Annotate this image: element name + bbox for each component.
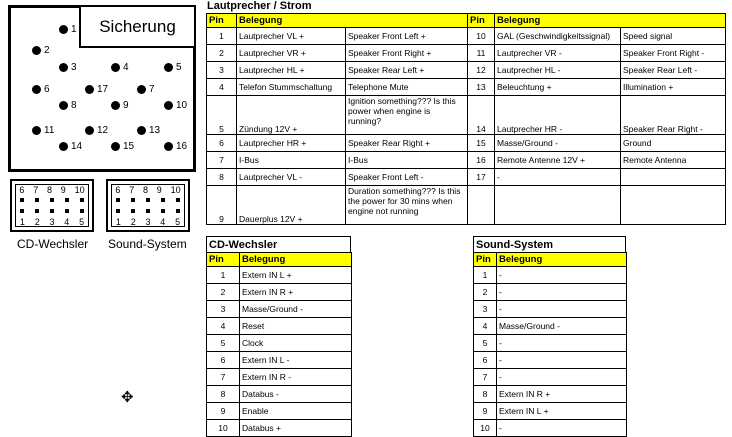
table-cell: Reset	[240, 318, 352, 335]
table-row	[474, 420, 627, 437]
table-row	[207, 62, 726, 79]
pin-15: 15	[111, 141, 134, 152]
table-cell	[621, 169, 726, 186]
table-cell: Masse/Ground -	[240, 301, 352, 318]
table-cell: Masse/Ground -	[495, 135, 621, 152]
table-row	[474, 386, 627, 403]
table-cell: 9	[207, 186, 237, 225]
table-cell: Speaker Front Right -	[621, 45, 726, 62]
fuse-label-box	[79, 5, 196, 48]
pin-5: 5	[164, 62, 182, 73]
sound-plug-label: Sound-System	[108, 237, 187, 251]
table-cell: -	[497, 284, 627, 301]
table-cell: 2	[207, 284, 240, 301]
cd-table-title: CD-Wechsler	[206, 236, 351, 253]
pin-12: 12	[85, 125, 108, 136]
pin-9: 9	[111, 100, 129, 111]
table-cell: 1	[474, 267, 497, 284]
table-cell: Ground	[621, 135, 726, 152]
sound-plug-diagram: 6 7 8 9 10 1 2 3 4 5	[106, 179, 190, 232]
table-header: Pin Belegung	[207, 253, 352, 267]
table-row	[207, 79, 726, 96]
table-cell: 3	[207, 301, 240, 318]
table-cell: Clock	[240, 335, 352, 352]
table-row	[207, 335, 352, 352]
table-cell: 16	[468, 152, 495, 169]
cd-plug-label: CD-Wechsler	[17, 237, 89, 251]
table-cell: GAL (Geschwindigkeitssignal)	[495, 28, 621, 45]
table-cell: I-Bus	[346, 152, 468, 169]
pin-11: 11	[32, 125, 54, 136]
table-cell: 8	[474, 386, 497, 403]
table-cell: 7	[474, 369, 497, 386]
table-cell: 5	[207, 96, 237, 135]
table-cell: Remote Antenna	[621, 152, 726, 169]
table-cell: 6	[474, 352, 497, 369]
table-row	[207, 96, 726, 135]
table-row	[207, 284, 352, 301]
table-row	[207, 420, 352, 437]
table-cell: 1	[207, 267, 240, 284]
pin-8: 8	[59, 100, 77, 111]
pin-7: 7	[137, 84, 155, 95]
table-cell: 7	[207, 369, 240, 386]
table-cell: Lautprecher HL +	[237, 62, 346, 79]
table-cell: Speed signal	[621, 28, 726, 45]
table-cell: Extern IN L -	[240, 352, 352, 369]
table-cell: Dauerplus 12V +	[237, 186, 346, 225]
table-header: Pin Belegung	[474, 253, 627, 267]
pin-3: 3	[59, 62, 77, 73]
table-cell: Telefon Stummschaltung	[237, 79, 346, 96]
pin-2: 2	[32, 45, 50, 56]
table-cell: Lautprecher VR +	[237, 45, 346, 62]
table-cell: 5	[474, 335, 497, 352]
table-cell: -	[497, 301, 627, 318]
table-row	[207, 352, 352, 369]
table-cell: Databus -	[240, 386, 352, 403]
table-row	[207, 369, 352, 386]
table-cell: 8	[207, 386, 240, 403]
table-row	[207, 267, 352, 284]
table-cell: Lautprecher HR +	[237, 135, 346, 152]
table-cell: -	[497, 267, 627, 284]
table-cell: Remote Antenne 12V +	[495, 152, 621, 169]
table-row	[207, 152, 726, 169]
table-cell: 6	[207, 135, 237, 152]
table-cell: Enable	[240, 403, 352, 420]
table-cell: 2	[474, 284, 497, 301]
main-connector-diagram	[8, 5, 196, 172]
table-row	[474, 352, 627, 369]
table-cell: 7	[207, 152, 237, 169]
table-cell: Speaker Rear Left +	[346, 62, 468, 79]
table-row	[207, 169, 726, 186]
table-cell: 6	[207, 352, 240, 369]
pin-6: 6	[32, 84, 50, 95]
table-cell: Telephone Mute	[346, 79, 468, 96]
table-cell: 10	[207, 420, 240, 437]
table-row	[474, 335, 627, 352]
table-cell: Masse/Ground -	[497, 318, 627, 335]
table-cell	[495, 186, 621, 225]
table-cell: Extern IN R +	[497, 386, 627, 403]
table-cell: Beleuchtung +	[495, 79, 621, 96]
table-cell: 4	[207, 79, 237, 96]
table-row	[474, 369, 627, 386]
table-cell: -	[497, 335, 627, 352]
table-header: Pin Belegung Pin Belegung	[207, 14, 726, 28]
table-cell: 17	[468, 169, 495, 186]
table-cell: -	[497, 369, 627, 386]
table-cell: 1	[207, 28, 237, 45]
move-cursor-icon: ✥	[121, 389, 134, 406]
pin-17: 17	[85, 84, 108, 95]
table-cell: 14	[468, 96, 495, 135]
sound-pin-table	[473, 252, 627, 437]
table-cell: 3	[474, 301, 497, 318]
table-row	[207, 135, 726, 152]
table-cell: Lautprecher HL -	[495, 62, 621, 79]
table-cell: 4	[207, 318, 240, 335]
table-cell: Extern IN L +	[240, 267, 352, 284]
table-cell: Lautprecher VL +	[237, 28, 346, 45]
table-row	[474, 284, 627, 301]
main-table-title: Lautprecher / Strom	[207, 0, 312, 12]
table-cell: 13	[468, 79, 495, 96]
table-cell: Speaker Front Left +	[346, 28, 468, 45]
table-row	[474, 267, 627, 284]
table-cell: 4	[474, 318, 497, 335]
table-cell: 9	[207, 403, 240, 420]
table-cell: Duration something??? Is this the power for 30 mins when engine not running	[346, 186, 468, 225]
table-cell: Speaker Front Left -	[346, 169, 468, 186]
table-cell: I-Bus	[237, 152, 346, 169]
table-cell: Illumination +	[621, 79, 726, 96]
main-pin-table	[206, 13, 726, 225]
table-row	[207, 386, 352, 403]
pin-10: 10	[164, 100, 187, 111]
table-cell: -	[497, 352, 627, 369]
sound-table-title: Sound-System	[473, 236, 626, 253]
table-cell: 9	[474, 403, 497, 420]
table-cell: 12	[468, 62, 495, 79]
pin-14: 14	[59, 141, 82, 152]
table-cell: 3	[207, 62, 237, 79]
table-row	[474, 318, 627, 335]
fuse-label: Sicherung	[99, 16, 176, 36]
table-row	[207, 301, 352, 318]
table-row	[207, 186, 726, 225]
table-row	[207, 45, 726, 62]
table-row	[474, 301, 627, 318]
table-cell: Extern IN L +	[497, 403, 627, 420]
table-cell: Speaker Rear Right -	[621, 96, 726, 135]
table-row	[207, 28, 726, 45]
table-cell: Zündung 12V +	[237, 96, 346, 135]
table-cell: -	[497, 420, 627, 437]
table-cell: Extern IN R +	[240, 284, 352, 301]
pin-1: 1	[59, 24, 77, 35]
table-cell: -	[495, 169, 621, 186]
table-cell	[468, 186, 495, 225]
table-row	[207, 318, 352, 335]
table-cell: 10	[468, 28, 495, 45]
table-row	[474, 403, 627, 420]
table-row	[207, 403, 352, 420]
table-cell: Lautprecher VL -	[237, 169, 346, 186]
table-cell: Databus +	[240, 420, 352, 437]
pin-13: 13	[137, 125, 160, 136]
table-cell: 5	[207, 335, 240, 352]
cd-pin-table	[206, 252, 352, 437]
table-cell: Speaker Front Right +	[346, 45, 468, 62]
table-cell: 10	[474, 420, 497, 437]
pin-16: 16	[164, 141, 187, 152]
table-cell: Speaker Rear Right +	[346, 135, 468, 152]
table-cell: Lautprecher VR -	[495, 45, 621, 62]
pin-4: 4	[111, 62, 129, 73]
table-cell: 2	[207, 45, 237, 62]
cd-plug-diagram: 6 7 8 9 10 1 2 3 4 5	[10, 179, 94, 232]
table-cell: Extern IN R -	[240, 369, 352, 386]
table-cell	[621, 186, 726, 225]
table-cell: Lautprecher HR -	[495, 96, 621, 135]
table-cell: Speaker Rear Left -	[621, 62, 726, 79]
table-cell: Ignition something??? Is this power when engine is running?	[346, 96, 468, 135]
table-cell: 11	[468, 45, 495, 62]
table-cell: 8	[207, 169, 237, 186]
table-cell: 15	[468, 135, 495, 152]
